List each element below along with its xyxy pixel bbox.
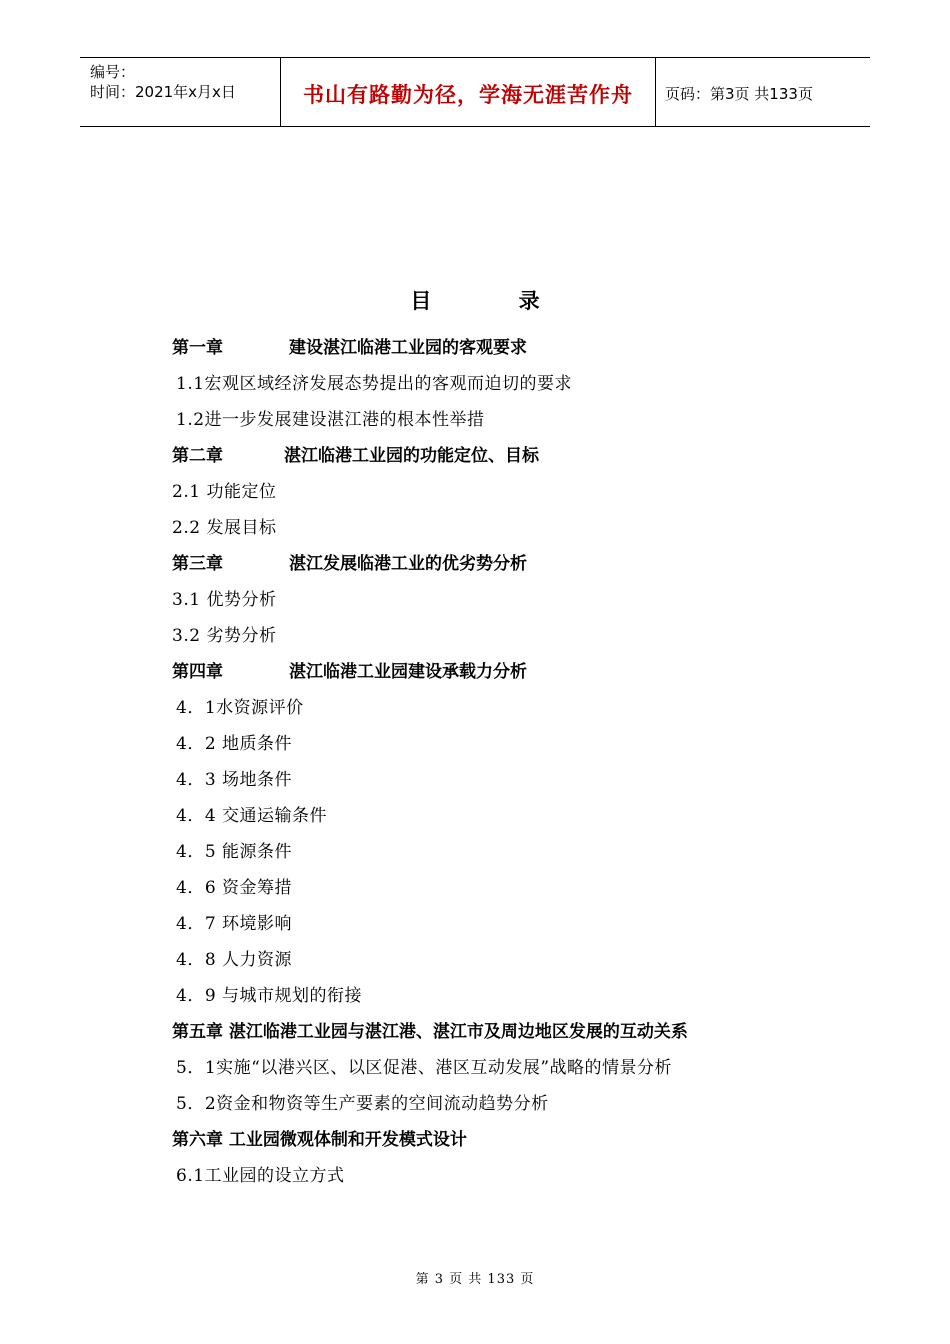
toc-item[interactable]: 5．1实施“以港兴区、以区促港、港区互动发展”战略的情景分析 [176,1058,673,1078]
toc-item[interactable]: 4．4 交通运输条件 [176,806,328,826]
toc-item[interactable]: 2.2 发展目标 [172,518,277,538]
table-of-contents [172,336,872,1200]
toc-item[interactable]: 2.1 功能定位 [172,482,277,502]
toc-item[interactable]: 4．9 与城市规划的衔接 [176,986,363,1006]
toc-item[interactable]: 4．5 能源条件 [176,842,293,862]
page-info: 页码：第3页 共133页 [665,85,813,103]
header-right-cell [655,58,870,126]
toc-chapter[interactable]: 第六章 工业园微观体制和开发模式设计 [172,1130,467,1150]
toc-chapter-number: 第二章 [172,446,223,466]
toc-item[interactable]: 4．1水资源评价 [176,698,304,718]
toc-chapter[interactable] [172,336,872,372]
toc-chapter-title: 湛江临港工业园的功能定位、目标 [284,446,539,466]
toc-chapter[interactable] [172,444,872,480]
toc-item[interactable]: 1.1宏观区域经济发展态势提出的客观而迫切的要求 [176,374,573,394]
toc-item[interactable]: 1.2进一步发展建设湛江港的根本性举措 [176,410,485,430]
toc-item[interactable]: 3.2 劣势分析 [172,626,277,646]
toc-chapter-title: 湛江发展临港工业的优劣势分析 [289,554,527,574]
toc-item[interactable]: 4．2 地质条件 [176,734,293,754]
toc-chapter-number: 第三章 [172,554,223,574]
motto: 书山有路勤为径，学海无涯苦作舟 [303,83,633,107]
toc-chapter-title: 建设湛江临港工业园的客观要求 [289,338,527,358]
header-left-cell [80,58,280,126]
time-label: 时间：2021年x月x日 [90,83,236,101]
toc-item[interactable]: 4．3 场地条件 [176,770,293,790]
toc-chapter-number: 第一章 [172,338,223,358]
toc-item[interactable]: 4．7 环境影响 [176,914,293,934]
toc-item[interactable]: 5．2资金和物资等生产要素的空间流动趋势分析 [176,1094,549,1114]
toc-chapter[interactable] [172,552,872,588]
toc-item[interactable]: 6.1工业园的设立方式 [176,1166,345,1186]
toc-chapter-title: 湛江临港工业园建设承载力分析 [289,662,527,682]
page-footer: 第 3 页 共 133 页 [415,1272,535,1287]
toc-chapter-number: 第四章 [172,662,223,682]
toc-item[interactable]: 3.1 优势分析 [172,590,277,610]
toc-chapter[interactable]: 第五章 湛江临港工业园与湛江港、湛江市及周边地区发展的互动关系 [172,1022,688,1042]
page-header [80,57,870,127]
header-motto-cell [280,58,656,126]
toc-item[interactable]: 4．6 资金筹措 [176,878,293,898]
toc-item[interactable]: 4．8 人力资源 [176,950,293,970]
toc-chapter[interactable] [172,660,872,696]
number-label: 编号： [90,63,136,81]
toc-title: 目 录 [410,289,580,313]
